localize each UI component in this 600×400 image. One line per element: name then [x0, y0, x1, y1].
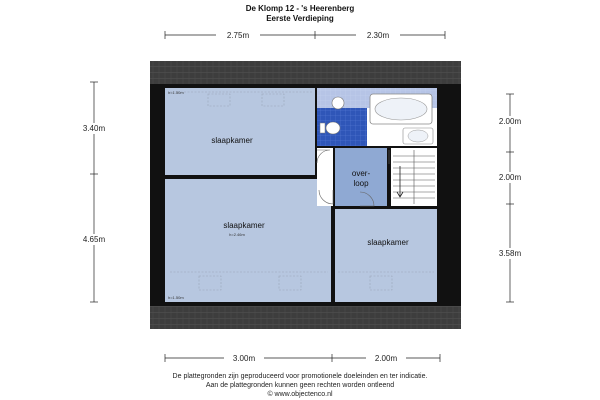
dim-top-left: 2.75m	[226, 31, 250, 40]
bedroom-right-label: slaapkamer	[367, 238, 409, 247]
bedroom-middle-area	[165, 179, 331, 302]
dim-left-upper: 3.40m	[82, 124, 106, 133]
landing-label-line1: over-	[351, 169, 371, 178]
dim-bottom-left: 3.00m	[232, 354, 256, 363]
dim-right-lower: 3.58m	[498, 249, 522, 258]
bedroom-middle-height: h=2.46m	[229, 232, 245, 237]
copyright-link[interactable]: © www.objectenco.nl	[267, 391, 333, 398]
bedroom-middle-label: slaapkamer	[223, 221, 265, 230]
roof-bottom	[150, 305, 461, 329]
disclaimer-line2: Aan de plattegronden kunnen geen rechten worden ontleend	[205, 382, 395, 389]
height-bottom-label: h=1.50m	[168, 295, 184, 300]
sink-icon	[403, 128, 433, 144]
plan-title: De Klomp 12 - 's Heerenberg	[245, 4, 355, 13]
dim-left-lower: 4.65m	[82, 235, 106, 244]
height-top-label: h=1.50m	[168, 90, 184, 95]
bathtub-icon	[370, 94, 432, 124]
dim-right-upper: 2.00m	[498, 117, 522, 126]
landing-label-line2: loop	[353, 179, 369, 188]
bedroom-right-area	[335, 209, 437, 302]
toilet-icon	[320, 122, 340, 134]
dim-top-right: 2.30m	[366, 31, 390, 40]
roof-top	[150, 61, 461, 85]
dim-right-middle: 2.00m	[498, 173, 522, 182]
washbasin-icon	[332, 97, 344, 109]
bedroom-top-label: slaapkamer	[211, 136, 253, 145]
dim-bottom-right: 2.00m	[374, 354, 398, 363]
disclaimer-line1: De plattegronden zijn geproduceerd voor promotionele doeleinden en ter indicatie.	[172, 373, 428, 380]
bedroom-top-area	[165, 88, 315, 175]
plan-subtitle: Eerste Verdieping	[266, 14, 334, 23]
